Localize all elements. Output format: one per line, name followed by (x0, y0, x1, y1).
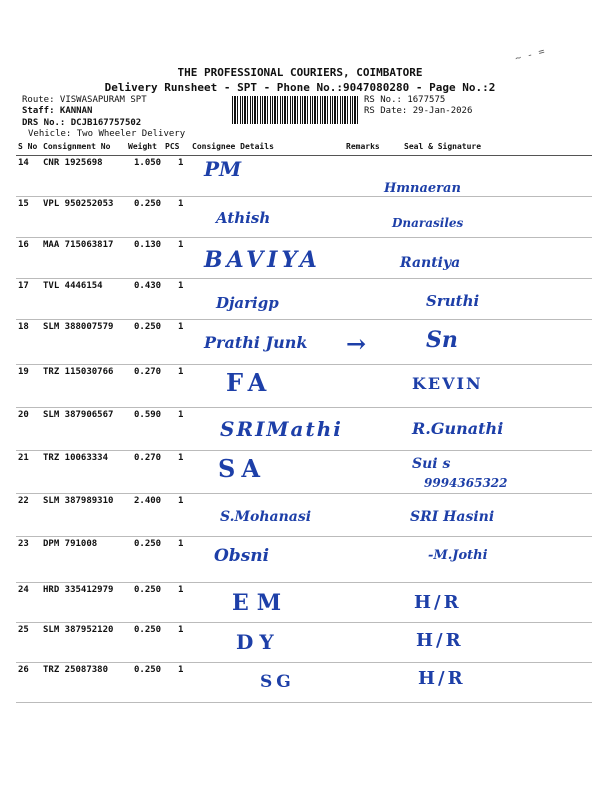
staff-info: Staff: KANNAN (22, 106, 93, 116)
row-consignment: HRD 335412979 (43, 585, 114, 595)
row-consignment: TVL 4446154 (43, 281, 103, 291)
row-sno: 18 (18, 322, 29, 332)
vehicle-info: Vehicle: Two Wheeler Delivery (28, 129, 186, 139)
row-pcs: 1 (178, 281, 184, 291)
row-weight: 0.250 (134, 539, 162, 549)
row-pcs: 1 (178, 410, 184, 420)
row-consignment: SLM 388007579 (43, 322, 114, 332)
col-seal: Seal & Signature (404, 142, 482, 151)
consignee-handwriting: SRIMathi (220, 417, 343, 441)
col-pcs: PCS (165, 142, 180, 151)
row-weight: 0.130 (134, 240, 162, 250)
consignee-handwriting: EM (232, 590, 290, 616)
signature-handwriting: Hmnaeran (384, 181, 461, 196)
row-consignment: CNR 1925698 (43, 158, 103, 168)
runsheet-subtitle: Delivery Runsheet - SPT - Phone No.:9047080280 - Page No.:2 (104, 81, 496, 94)
consignee-handwriting: Djarigp (216, 294, 279, 312)
company-title: THE PROFESSIONAL COURIERS, COIMBATORE (177, 66, 423, 79)
row-weight: 0.250 (134, 625, 162, 635)
table-row (16, 407, 592, 451)
row-consignment: SLM 387952120 (43, 625, 114, 635)
table-row (16, 622, 592, 663)
row-sno: 22 (18, 496, 29, 506)
barcode (232, 96, 360, 124)
table-row (16, 536, 592, 583)
row-consignment: VPL 950252053 (43, 199, 114, 209)
table-row (16, 662, 592, 703)
row-weight: 0.430 (134, 281, 162, 291)
table-row (16, 278, 592, 320)
row-weight: 0.270 (134, 367, 162, 377)
signature-handwriting: Sn (426, 327, 458, 353)
row-weight: 0.250 (134, 665, 162, 675)
row-sno: 14 (18, 158, 29, 168)
row-pcs: 1 (178, 665, 184, 675)
signature-handwriting: R.Gunathi (412, 419, 504, 438)
row-consignment: TRZ 25087380 (43, 665, 109, 675)
consignee-handwriting: SA (218, 454, 266, 483)
signature-handwriting: Rantiya (400, 255, 461, 271)
drs-number: DRS No.: DCJB167757502 (22, 118, 142, 128)
row-weight: 0.250 (134, 585, 162, 595)
phone-handwriting: 9994365322 (424, 476, 508, 490)
col-sno: S No (18, 142, 38, 151)
row-weight: 0.590 (134, 410, 162, 420)
table-row (16, 155, 592, 197)
row-pcs: 1 (178, 158, 184, 168)
row-sno: 16 (18, 240, 29, 250)
row-pcs: 1 (178, 240, 184, 250)
row-weight: 2.400 (134, 496, 162, 506)
table-header (16, 141, 592, 156)
signature-handwriting: SRI Hasini (410, 509, 495, 525)
pen-scribble-mark: ~ - = (514, 46, 547, 65)
col-weight: Weight (128, 142, 157, 151)
consignee-handwriting: DY (236, 630, 280, 654)
row-consignment: SLM 387989310 (43, 496, 114, 506)
signature-handwriting: H/R (416, 630, 464, 651)
row-pcs: 1 (178, 496, 184, 506)
rs-number: RS No.: 1677575 (364, 95, 446, 105)
row-sno: 15 (18, 199, 29, 209)
table-row (16, 364, 592, 408)
row-pcs: 1 (178, 367, 184, 377)
table-row (16, 237, 592, 279)
col-consignee: Consignee Details (192, 142, 274, 151)
consignee-handwriting: Prathi Junk (204, 333, 308, 352)
row-sno: 21 (18, 453, 29, 463)
signature-handwriting: H/R (414, 592, 462, 613)
row-sno: 20 (18, 410, 29, 420)
table-row (16, 196, 592, 238)
consignee-handwriting: FA (226, 368, 273, 397)
table-row (16, 493, 592, 537)
table-row (16, 319, 592, 365)
row-pcs: 1 (178, 625, 184, 635)
table-row (16, 582, 592, 623)
row-pcs: 1 (178, 585, 184, 595)
row-pcs: 1 (178, 539, 184, 549)
row-pcs: 1 (178, 453, 184, 463)
signature-handwriting: Sui s (412, 456, 451, 472)
row-sno: 17 (18, 281, 29, 291)
signature-handwriting: H/R (418, 668, 466, 689)
signature-handwriting: Sruthi (426, 292, 480, 310)
row-consignment: SLM 387906567 (43, 410, 114, 420)
row-consignment: TRZ 115030766 (43, 367, 114, 377)
row-consignment: DPM 791008 (43, 539, 98, 549)
row-sno: 25 (18, 625, 29, 635)
route-info: Route: VISWASAPURAM SPT (22, 95, 147, 105)
row-pcs: 1 (178, 322, 184, 332)
row-sno: 24 (18, 585, 29, 595)
consignee-handwriting: SG (260, 672, 295, 692)
row-weight: 1.050 (134, 158, 162, 168)
signature-handwriting: -M.Jothi (428, 548, 488, 563)
consignee-handwriting: Athish (216, 209, 271, 227)
row-sno: 19 (18, 367, 29, 377)
row-weight: 0.250 (134, 199, 162, 209)
consignee-handwriting: BAVIYA (204, 247, 321, 273)
row-consignment: MAA 715063817 (43, 240, 114, 250)
row-weight: 0.270 (134, 453, 162, 463)
arrow-mark: → (346, 329, 367, 358)
col-remarks: Remarks (346, 142, 380, 151)
rs-date: RS Date: 29-Jan-2026 (364, 106, 473, 116)
row-sno: 26 (18, 665, 29, 675)
row-consignment: TRZ 10063334 (43, 453, 109, 463)
row-pcs: 1 (178, 199, 184, 209)
consignee-handwriting: S.Mohanasi (220, 509, 312, 525)
col-consignment: Consignment No (43, 142, 111, 151)
row-weight: 0.250 (134, 322, 162, 332)
signature-handwriting: Dnarasiles (392, 216, 464, 230)
consignee-handwriting: PM (204, 157, 242, 181)
signature-handwriting: KEVIN (412, 374, 483, 393)
row-sno: 23 (18, 539, 29, 549)
consignee-handwriting: Obsni (214, 546, 270, 566)
table-row (16, 450, 592, 494)
